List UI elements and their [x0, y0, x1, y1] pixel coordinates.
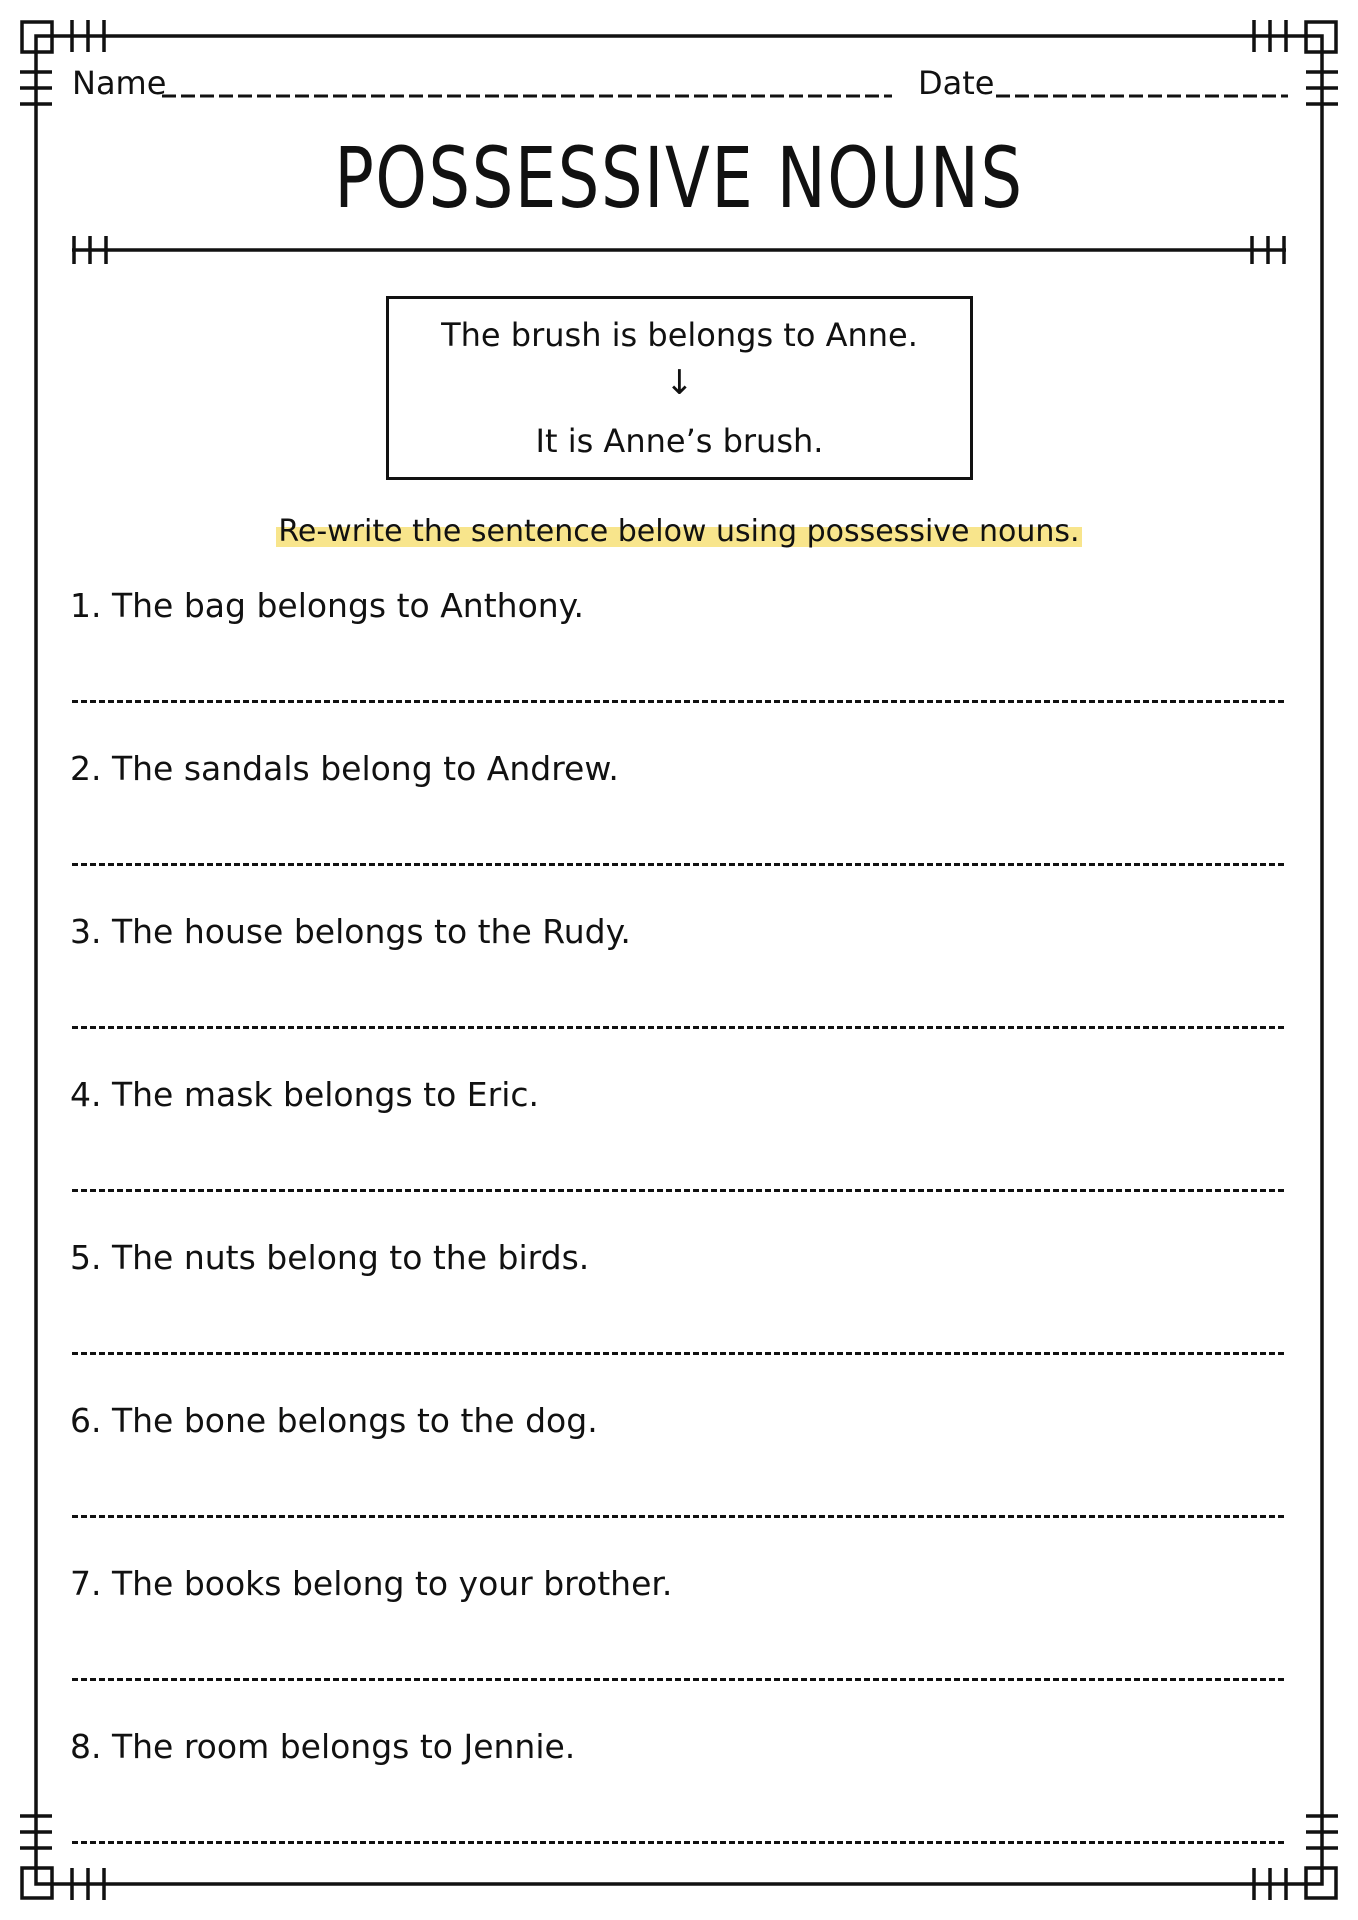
question-1: 1. The bag belongs to Anthony.	[70, 586, 584, 625]
answer-line-3[interactable]	[72, 1026, 1284, 1029]
example-after-sentence: It is Anne’s brush.	[535, 422, 824, 460]
instruction-row	[0, 512, 1358, 552]
name-label: Name	[72, 64, 167, 102]
date-label: Date	[918, 64, 995, 102]
answer-line-8[interactable]	[72, 1841, 1284, 1844]
answer-line-6[interactable]	[72, 1515, 1284, 1518]
down-arrow-icon: ↓	[665, 363, 694, 403]
question-2: 2. The sandals belong to Andrew.	[70, 749, 619, 788]
question-8: 8. The room belongs to Jennie.	[70, 1727, 576, 1766]
instruction-text: Re-write the sentence below using possessive nouns.	[276, 512, 1081, 552]
question-4: 4. The mask belongs to Eric.	[70, 1075, 539, 1114]
page-title: POSSESSIVE NOUNS	[334, 129, 1024, 227]
answer-line-4[interactable]	[72, 1189, 1284, 1192]
answer-line-2[interactable]	[72, 863, 1284, 866]
example-before-sentence: The brush is belongs to Anne.	[441, 316, 918, 354]
question-7: 7. The books belong to your brother.	[70, 1564, 673, 1603]
question-3: 3. The house belongs to the Rudy.	[70, 912, 631, 951]
question-6: 6. The bone belongs to the dog.	[70, 1401, 598, 1440]
example-box	[386, 296, 973, 480]
answer-line-7[interactable]	[72, 1678, 1284, 1681]
question-5: 5. The nuts belong to the birds.	[70, 1238, 590, 1277]
answer-line-5[interactable]	[72, 1352, 1284, 1355]
answer-line-1[interactable]	[72, 700, 1284, 703]
